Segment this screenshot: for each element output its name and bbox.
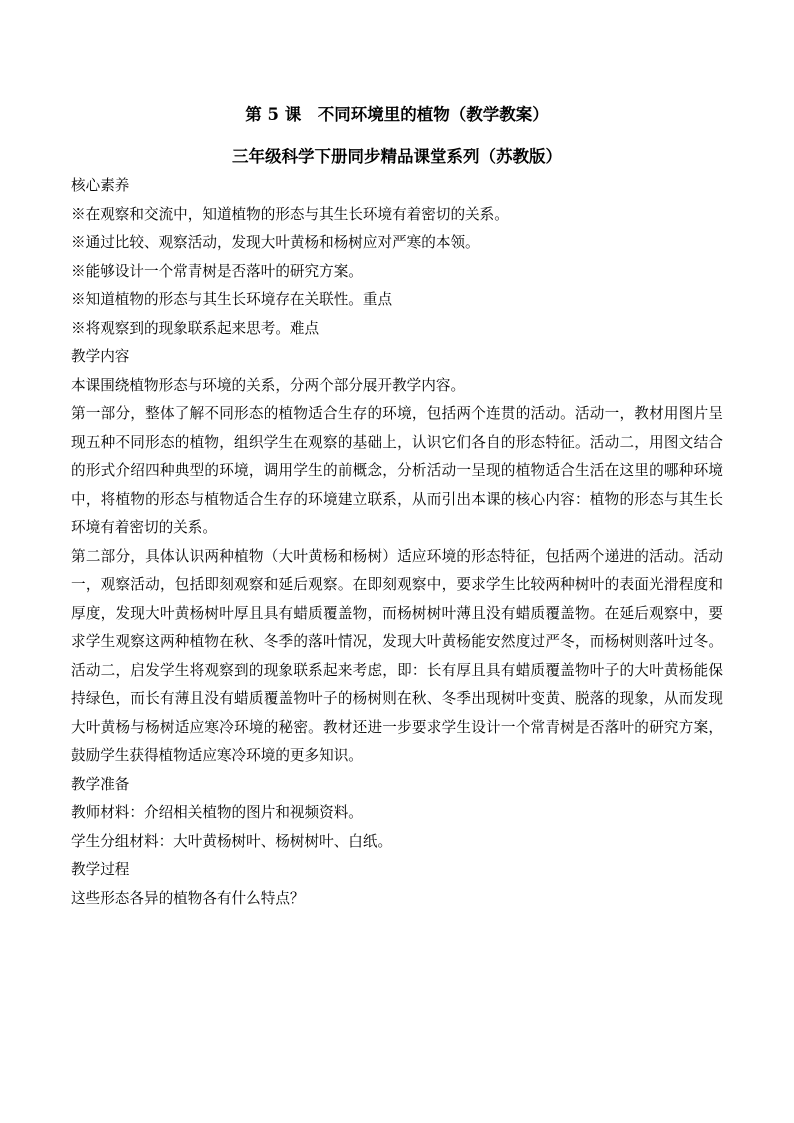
page-subtitle: 三年级科学下册同步精品课堂系列（苏教版）: [232, 147, 562, 166]
core-literacy-item: ※在观察和交流中，知道植物的形态与其生长环境有着密切的关系。: [71, 205, 509, 223]
teaching-process-question: 这些形态各异的植物各有什么特点？: [71, 889, 305, 907]
core-literacy-item: ※知道植物的形态与其生长环境存在关联性。重点: [71, 291, 393, 308]
section-heading-teaching-process: 教学过程: [71, 861, 130, 878]
core-literacy-item: ※通过比较、观察活动，发现大叶黄杨和杨树应对严寒的本领。: [71, 234, 480, 251]
section-heading-core-literacy: 核心素养: [71, 177, 130, 194]
section-heading-teaching-preparation: 教学准备: [71, 775, 130, 793]
teaching-content-part2: 第二部分，具体认识两种植物（大叶黄杨和杨树）适应环境的形态特征，包括两个递进的活动。活动一，观察活动，包括即刻观察和延后观察。在即刻观察中，要求学生比较两种树叶的表面光滑程度和厚度，发现大叶黄杨树叶厚且具有蜡质覆盖物，而杨树树叶薄且没有蜡质覆盖物。在延后观察中，要求学生观察这两种植物在秋、冬季的落叶情况，发现大叶黄杨能安然度过严冬，而杨树则落叶过冬。活动二，启发学生将观察到的现象联系起来考虑，即：长有厚且具有蜡质覆盖物叶子的大叶黄杨能保持绿色，而长有薄且没有蜡质覆盖物叶子的杨树则在秋、冬季出现树叶变黄、脱落的现象，从而发现大叶黄杨与杨树适应寒冷环境的秘密。教材还进一步要求学生设计一个常青树是否落叶的研究方案，鼓励学生获得植物适应寒冷环境的更多知识。: [71, 547, 723, 764]
core-literacy-item: ※能够设计一个常青树是否落叶的研究方案。: [71, 262, 363, 280]
student-materials: 学生分组材料：大叶黄杨树叶、杨树树叶、白纸。: [71, 832, 393, 850]
teaching-content-intro: 本课围绕植物形态与环境的关系，分两个部分展开教学内容。: [71, 376, 466, 394]
section-heading-teaching-content: 教学内容: [71, 348, 130, 365]
teaching-content-part1: 第一部分，整体了解不同形态的植物适合生存的环境，包括两个连贯的活动。活动一，教材用图片呈现五种不同形态的植物，组织学生在观察的基础上，认识它们各自的形态特征。活动二，用图文结合的形式介绍四种典型的环境，调用学生的前概念，分析活动一呈现的植物适合生活在这里的哪种环境中，将植物的形态与植物适合生存的环境建立联系，从而引出本课的核心内容：植物的形态与其生长环境有着密切的关系。: [71, 405, 723, 536]
page-title: 第 5 课 不同环境里的植物（教学教案）: [245, 105, 549, 124]
document-body: [71, 100, 723, 913]
teacher-materials: 教师材料：介绍相关植物的图片和视频资料。: [71, 804, 363, 821]
core-literacy-item: ※将观察到的现象联系起来思考。难点: [71, 319, 320, 337]
